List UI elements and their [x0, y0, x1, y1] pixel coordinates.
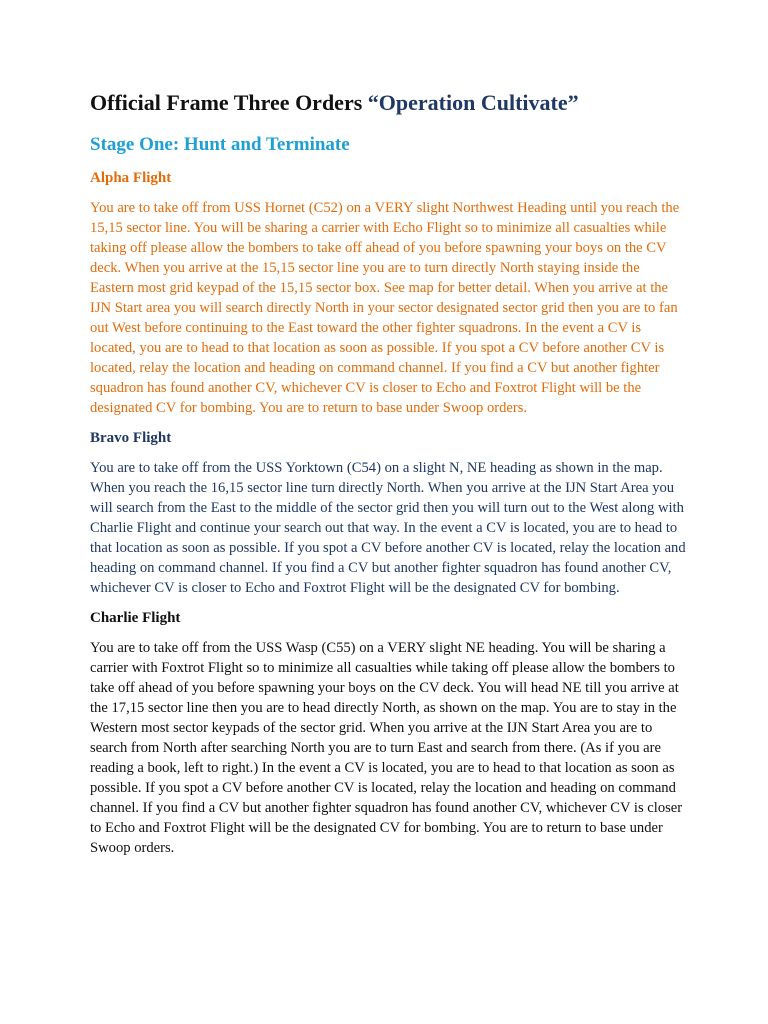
- document-page: [90, 88, 686, 868]
- charlie-flight-heading: Charlie Flight: [90, 610, 181, 626]
- document-title-prefix: Official Frame Three Orders: [90, 90, 368, 115]
- stage-heading: Stage One: Hunt and Terminate: [90, 134, 350, 155]
- bravo-flight-orders: You are to take off from the USS Yorktown (C54) on a slight N, NE heading as shown in the map. When you reach the 16,15 sector line turn directly North. When you arrive at the IJN Start Area you will search from the East to the middle of the sector grid then you will turn out to the West along with Charlie Flight and continue your search out that way. In the event a CV is located, you are to head to that location as soon as possible. If you spot a CV before another CV is located, relay the location and heading on command channel. If you find a CV but another fighter squadron has found another CV, whichever CV is closer to Echo and Foxtrot Flight will be the designated CV for bombing.: [90, 460, 686, 596]
- operation-name: “Operation Cultivate”: [367, 90, 579, 115]
- document-title: [90, 88, 686, 118]
- bravo-flight-heading: Bravo Flight: [90, 430, 172, 446]
- alpha-flight-section: [90, 168, 686, 418]
- charlie-flight-orders: You are to take off from the USS Wasp (C55) on a VERY slight NE heading. You will be sharing a carrier with Foxtrot Flight so to minimize all casualties while taking off please allow the bombers to take off ahead of you before spawning your boys on the CV deck. You will head NE till you arrive at the 17,15 sector line then you are to head directly North, as shown on the map. You are to stay in the Western most sector keypads of the sector grid. When you arrive at the IJN Start Area you are to search from North after searching North you are to turn East and search from there. (As if you are reading a book, left to right.) In the event a CV is located, you are to head to that location as soon as possible. If you spot a CV before another CV is located, relay the location and heading on command channel. If you find a CV but another fighter squadron has found another CV, whichever CV is closer to Echo and Foxtrot Flight will be the designated CV for bombing. You are to return to base under Swoop orders.: [90, 640, 683, 856]
- charlie-flight-section: [90, 608, 686, 858]
- alpha-flight-orders: You are to take off from USS Hornet (C52) on a VERY slight Northwest Heading until you reach the 15,15 sector line. You will be sharing a carrier with Echo Flight so to minimize all casualties while taking off please allow the bombers to take off ahead of you before spawning your boys on the CV deck. When you arrive at the 15,15 sector line you are to turn directly North staying inside the Eastern most grid keypad of the 15,15 sector box. See map for better detail. When you arrive at the IJN Start area you will search directly North in your sector designated sector grid then you are to fan out West before continuing to the East toward the other fighter squadrons. In the event a CV is located, you are to head to that location as soon as possible. If you spot a CV before another CV is located, relay the location and heading on command channel. If you find a CV but another fighter squadron has found another CV, whichever CV is closer to Echo and Foxtrot Flight will be the designated CV for bombing. You are to return to base under Swoop orders.: [90, 200, 680, 416]
- alpha-flight-heading: Alpha Flight: [90, 170, 172, 186]
- bravo-flight-section: [90, 428, 686, 598]
